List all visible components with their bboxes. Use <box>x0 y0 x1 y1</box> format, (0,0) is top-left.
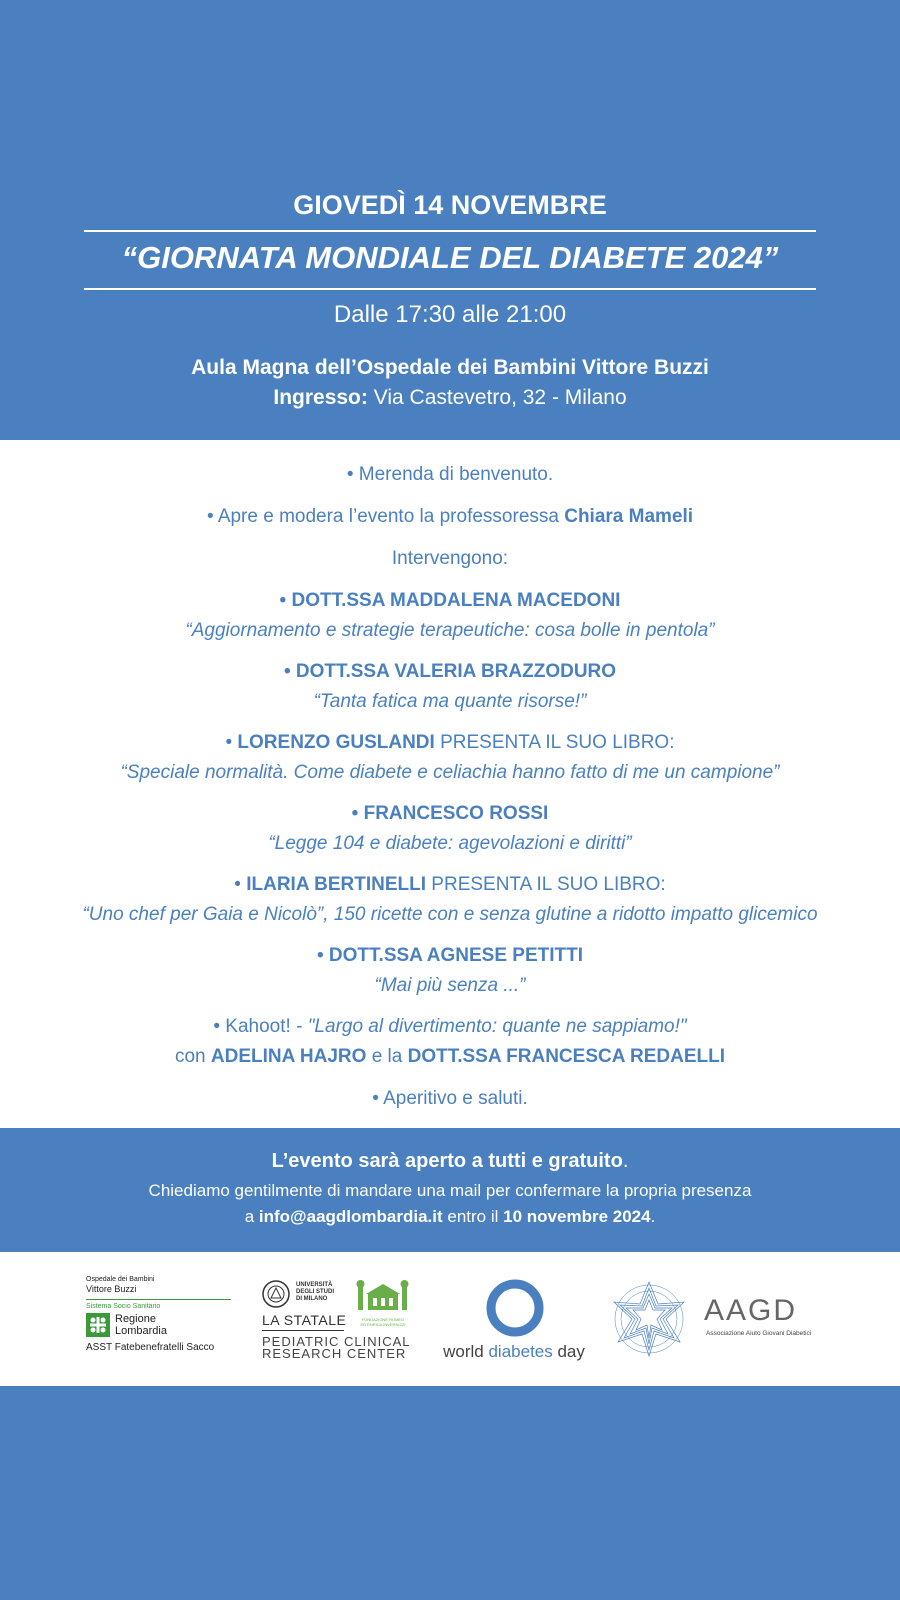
event-time: Dalle 17:30 alle 21:00 <box>333 301 567 328</box>
buzzi-divider <box>86 1299 231 1300</box>
kahoot-con: con <box>174 1046 211 1067</box>
event-entrance <box>0 386 900 410</box>
event-title: “GIORNATA MONDIALE DEL DIABETE 2024” <box>121 240 779 275</box>
rsvp-request: Chiediamo gentilmente di mandare una mail per confermare la propria presenza <box>148 1181 752 1200</box>
uni-line3: DI MILANO <box>296 1296 328 1302</box>
blue-circle-icon <box>485 1278 545 1338</box>
aagd-fullname: Associazione Aiuto Giovani Diabetici <box>706 1330 812 1337</box>
wdd-world: world <box>443 1342 489 1361</box>
speaker-1-name: • DOTT.SSA MADDALENA MACEDONI <box>279 590 621 611</box>
moderator-name: Chiara Mameli <box>564 506 694 527</box>
opening-text: • Apre e modera l’evento la professoressa <box>206 506 565 527</box>
kahoot-and: e la <box>366 1046 408 1067</box>
buzzi-system: Sistema Socio Sanitario <box>86 1303 161 1310</box>
open-notice-end: . <box>622 1150 629 1172</box>
program-closing: • Aperitivo e saluti. <box>372 1088 528 1109</box>
open-notice <box>0 1150 900 1173</box>
buzzi-logo <box>86 1276 236 1366</box>
title-top-rule <box>84 230 816 232</box>
speaker-5-name: ILARIA BERTINELLI <box>246 874 427 895</box>
speaker-3-line <box>0 732 900 754</box>
uni-line1: UNIVERSITÀ <box>296 1282 333 1288</box>
pcrc-line1: PEDIATRIC CLINICAL <box>262 1334 411 1349</box>
regione-word: Regione <box>115 1313 156 1325</box>
speaker-4-name: • FRANCESCO ROSSI <box>351 803 549 824</box>
wdd-day: day <box>552 1342 585 1361</box>
spiral-star-icon <box>606 1276 692 1362</box>
kahoot-hosts <box>0 1046 900 1068</box>
header-band <box>0 0 900 440</box>
kahoot-host-1: ADELINA HAJRO <box>210 1046 367 1067</box>
kahoot-line <box>0 1016 900 1038</box>
speaker-1-talk: “Aggiornamento e strategie terapeutiche: cosa bolle in pentola” <box>185 620 715 641</box>
open-notice-bold: L’evento sarà aperto a tutti e gratuito <box>271 1150 623 1172</box>
email-mid: entro il <box>442 1207 504 1226</box>
kahoot-title: "Largo al divertimento: quante ne sappiamo!" <box>307 1016 687 1037</box>
aagd-logo <box>606 1274 818 1364</box>
speakers-heading: Intervengono: <box>391 548 509 569</box>
speaker-3-name: LORENZO GUSLANDI <box>237 732 435 753</box>
partner-logos <box>0 1252 900 1386</box>
lombardia-word: Lombardia <box>115 1325 167 1337</box>
speaker-6-talk: “Mai più senza ...” <box>374 975 526 996</box>
event-date: GIOVEDÌ 14 NOVEMBRE <box>293 190 607 220</box>
buzzi-line1: Ospedale dei Bambini <box>86 1276 155 1283</box>
fondazione-line1: FONDAZIONE ROMEO <box>361 1317 405 1322</box>
bullet: • <box>234 874 247 895</box>
email-end: . <box>650 1207 656 1226</box>
fondazione-line2: ED ENRICA INVERNIZZI <box>360 1322 406 1327</box>
speaker-4-talk: “Legge 104 e diabete: agevolazioni e diritti” <box>268 833 632 854</box>
university-seal-icon <box>262 1280 290 1308</box>
speaker-2-name: • DOTT.SSA VALERIA BRAZZODURO <box>283 661 617 682</box>
kahoot-prefix: • Kahoot! - <box>213 1016 308 1037</box>
speaker-5-talk: “Uno chef per Gaia e Nicolò”, 150 ricette con e senza glutine a ridotto impatto glicemico <box>82 904 818 925</box>
program-opening <box>0 506 900 528</box>
statale-logo <box>262 1280 414 1365</box>
rsvp-deadline: 10 novembre 2024 <box>503 1207 651 1226</box>
asst-name: ASST Fatebenefratelli Sacco <box>86 1342 215 1353</box>
world-diabetes-day-logo <box>438 1276 590 1366</box>
aagd-wordmark: AAGD <box>704 1294 798 1327</box>
speaker-6-name: • DOTT.SSA AGNESE PETITTI <box>317 945 583 966</box>
building-icon <box>356 1280 410 1312</box>
speaker-3-talk: “Speciale normalità. Come diabete e celiachia hanno fatto di me un campione” <box>120 762 780 783</box>
rsvp-email[interactable]: info@aagdlombardia.it <box>258 1207 443 1226</box>
uni-line2: DEGLI STUDI <box>296 1289 335 1295</box>
event-venue: Aula Magna dell’Ospedale dei Bambini Vittore Buzzi <box>191 356 709 379</box>
bullet: • <box>225 732 238 753</box>
email-prefix: a <box>244 1207 259 1226</box>
title-bottom-rule <box>84 288 816 290</box>
bottom-band <box>0 1386 900 1600</box>
speaker-5-suffix: PRESENTA IL SUO LIBRO: <box>426 874 666 895</box>
kahoot-host-2: DOTT.SSA FRANCESCA REDAELLI <box>407 1046 726 1067</box>
statale-name: LA STATALE <box>262 1312 347 1328</box>
speaker-5-line <box>0 874 900 896</box>
info-band <box>0 1128 900 1252</box>
wdd-diabetes: diabetes <box>488 1342 553 1361</box>
speaker-2-talk: “Tanta fatica ma quante risorse!” <box>313 691 587 712</box>
program-section <box>0 440 900 1128</box>
entrance-label: Ingresso: <box>273 386 368 409</box>
program-welcome: • Merenda di benvenuto. <box>346 464 554 485</box>
rsvp-email-line <box>0 1207 900 1227</box>
regione-cross-icon <box>86 1313 110 1337</box>
fondazione-mark <box>356 1280 410 1326</box>
buzzi-line2: Vittore Buzzi <box>86 1284 137 1294</box>
pcrc-line2: RESEARCH CENTER <box>262 1346 407 1361</box>
speaker-3-suffix: PRESENTA IL SUO LIBRO: <box>434 732 675 753</box>
entrance-address: Via Castevetro, 32 - Milano <box>367 386 627 409</box>
